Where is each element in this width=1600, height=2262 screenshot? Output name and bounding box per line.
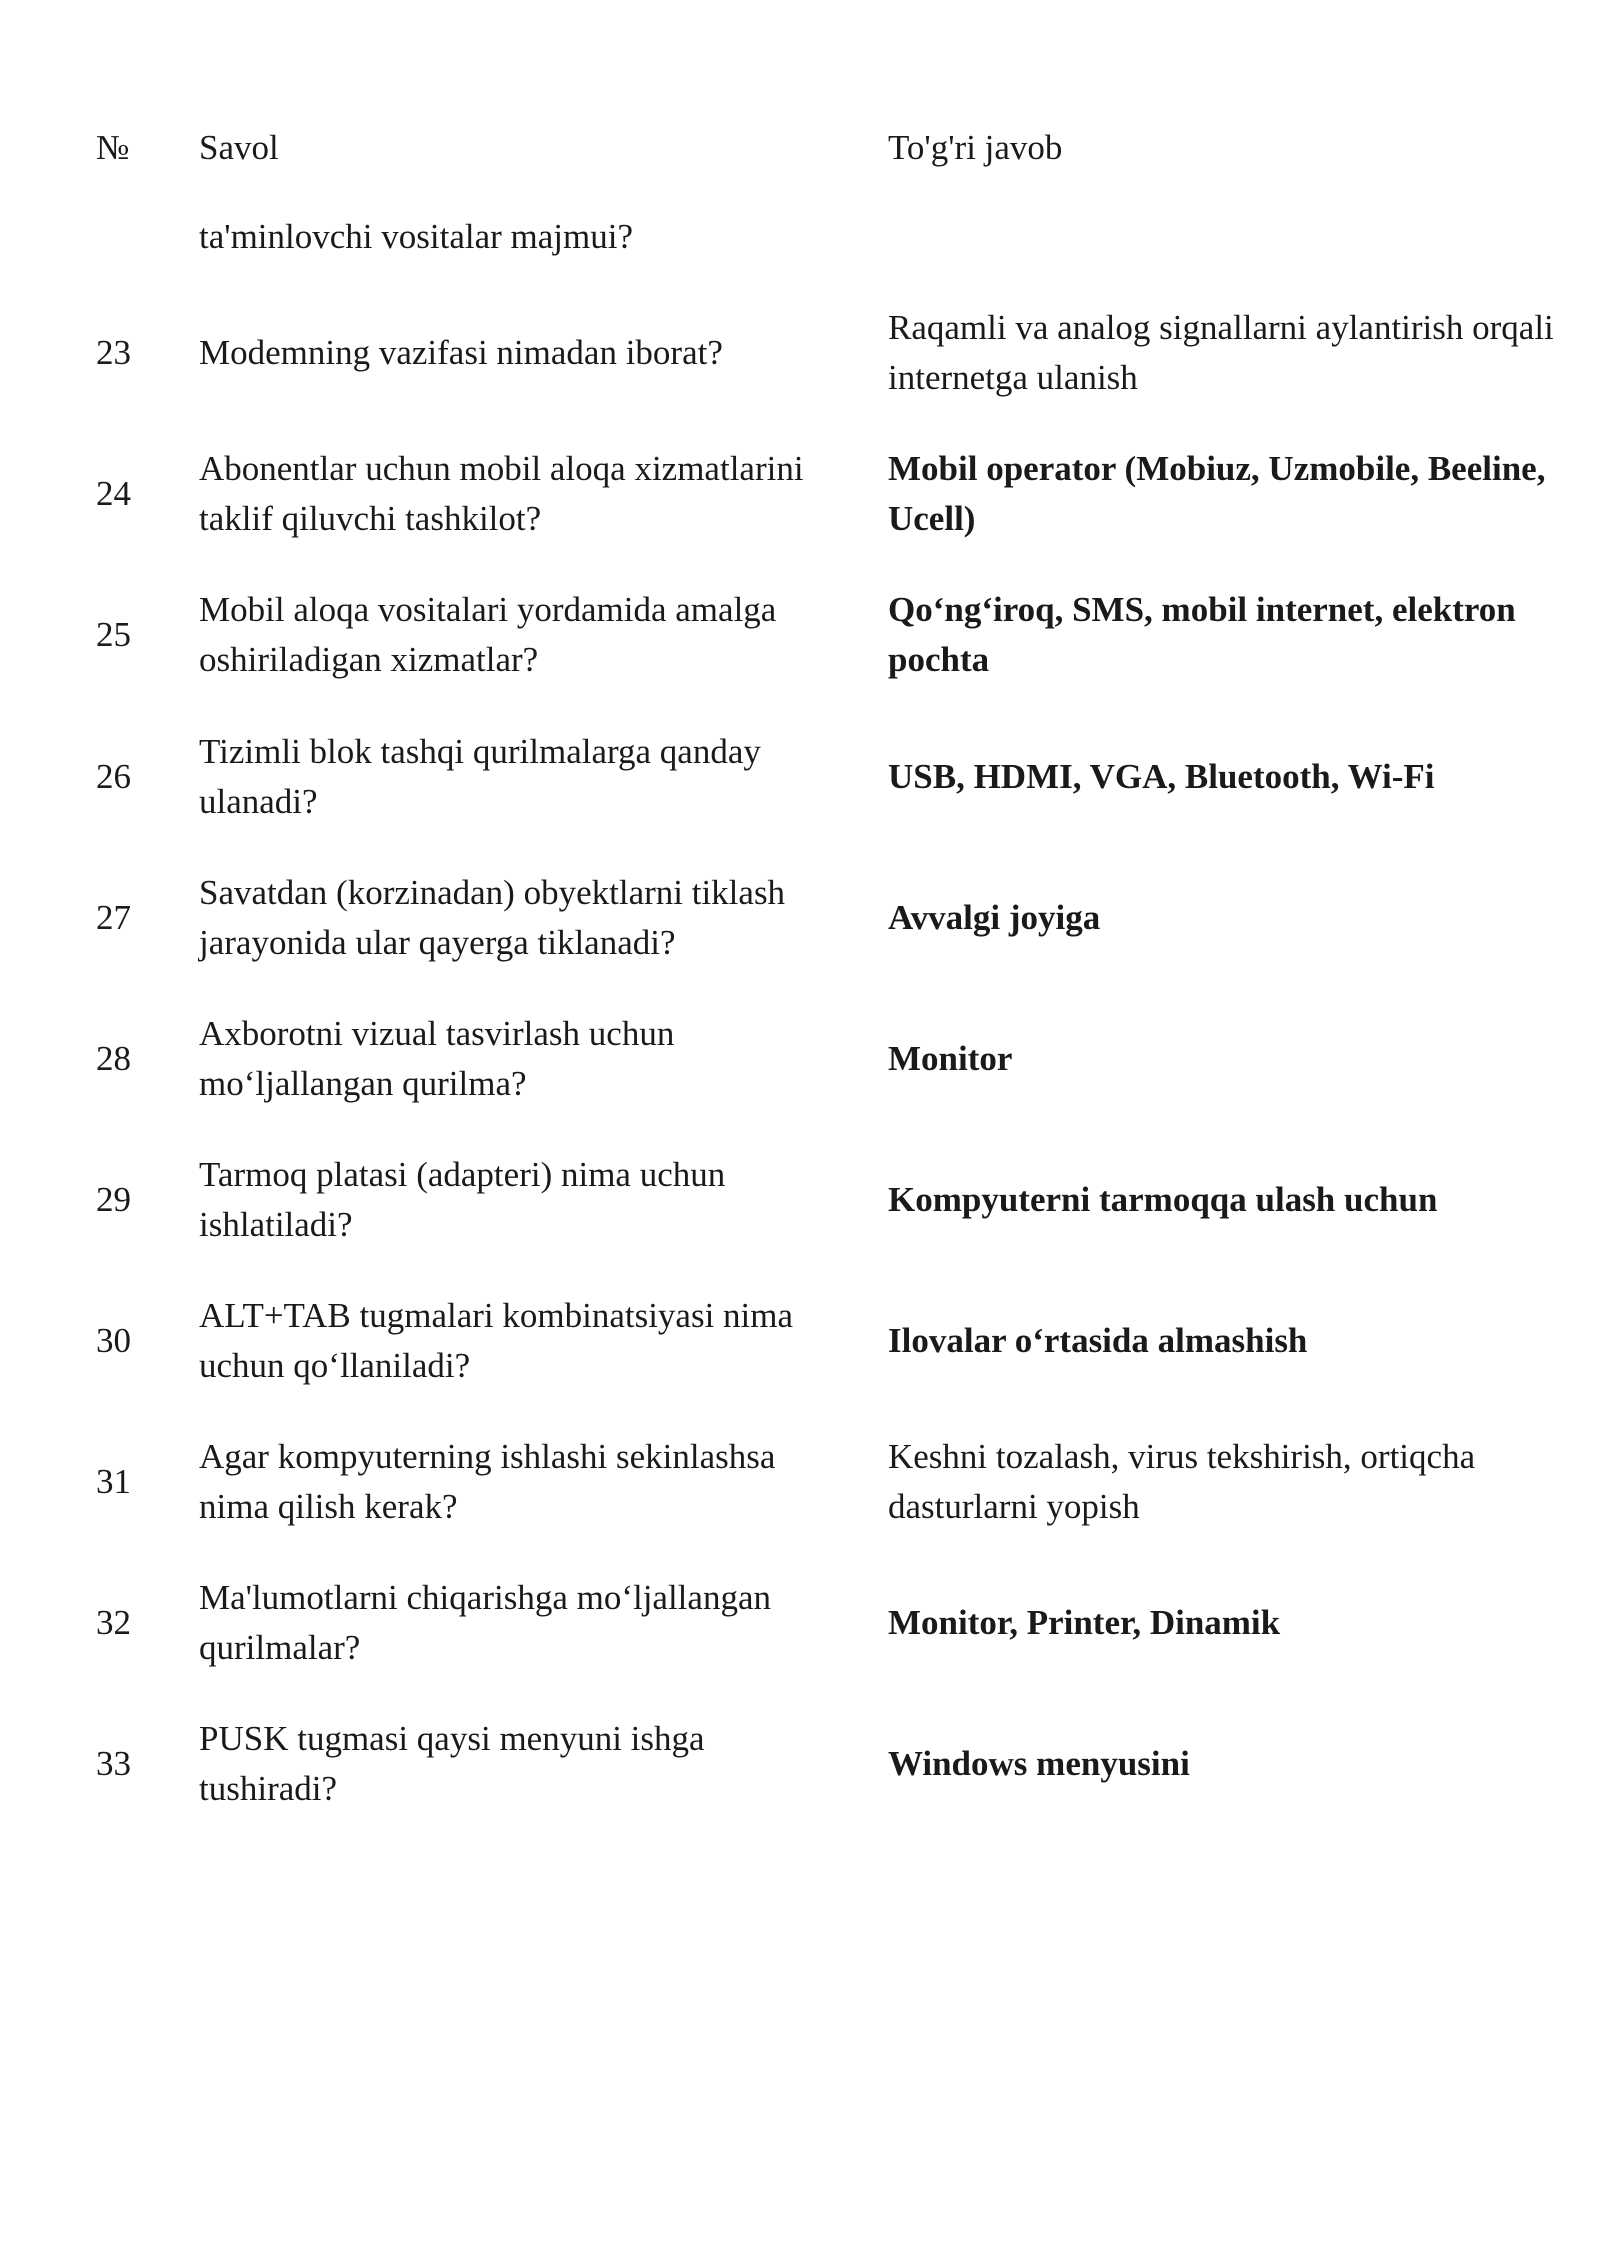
answer-text: Avvalgi joyiga bbox=[888, 898, 1101, 937]
question-cell bbox=[199, 1150, 839, 1250]
number-cell: 29 bbox=[96, 1180, 131, 1219]
question-text: Ma'lumotlarni chiqarishga mo‘ljallangan qurilmalar? bbox=[199, 1578, 771, 1667]
answer-cell bbox=[888, 1714, 1600, 1814]
number-cell: 23 bbox=[96, 333, 131, 372]
header-number: № bbox=[96, 128, 130, 167]
number-cell: 32 bbox=[96, 1603, 131, 1642]
question-cell bbox=[199, 1009, 839, 1109]
number-cell: 30 bbox=[96, 1321, 131, 1360]
answer-text: Mobil operator (Mobiuz, Uzmobile, Beeline, Ucell) bbox=[888, 449, 1546, 538]
answer-text: Keshni tozalash, virus tekshirish, ortiqcha dasturlarni yopish bbox=[888, 1437, 1476, 1526]
answer-cell bbox=[888, 303, 1600, 403]
answer-cell bbox=[888, 585, 1600, 685]
question-text: PUSK tugmasi qaysi menyuni ishga tushiradi? bbox=[199, 1719, 705, 1808]
answer-cell bbox=[888, 1573, 1600, 1673]
table-row bbox=[0, 585, 1600, 685]
number-cell: 25 bbox=[96, 615, 131, 654]
question-text: Axborotni vizual tasvirlash uchun mo‘ljallangan qurilma? bbox=[199, 1014, 675, 1103]
number-cell: 31 bbox=[96, 1462, 131, 1501]
question-text: Abonentlar uchun mobil aloqa xizmatlarini taklif qiluvchi tashkilot? bbox=[199, 449, 804, 538]
question-cell bbox=[199, 303, 839, 403]
question-text: Savatdan (korzinadan) obyektlarni tiklash jarayonida ular qayerga tiklanadi? bbox=[199, 873, 786, 962]
question-text: Agar kompyuterning ishlashi sekinlashsa nima qilish kerak? bbox=[199, 1437, 776, 1526]
table-row bbox=[0, 1714, 1600, 1814]
table-row bbox=[0, 1291, 1600, 1391]
answer-text: Raqamli va analog signallarni aylantirish orqali internetga ulanish bbox=[888, 308, 1554, 397]
question-text: ALT+TAB tugmalari kombinatsiyasi nima uchun qo‘llaniladi? bbox=[199, 1296, 794, 1385]
number-cell: 33 bbox=[96, 1744, 131, 1783]
table-row bbox=[0, 303, 1600, 403]
question-cell bbox=[199, 585, 839, 685]
header-question: Savol bbox=[199, 128, 279, 167]
question-text: Modemning vazifasi nimadan iborat? bbox=[199, 333, 723, 372]
question-cell bbox=[199, 1432, 839, 1532]
table-row bbox=[0, 868, 1600, 968]
question-cell bbox=[199, 444, 839, 544]
question-cell bbox=[199, 1714, 839, 1814]
answer-cell bbox=[888, 1150, 1600, 1250]
answer-cell bbox=[888, 727, 1600, 827]
answer-cell bbox=[888, 868, 1600, 968]
answer-cell bbox=[888, 1291, 1600, 1391]
question-cell bbox=[199, 727, 839, 827]
header-answer: To'g'ri javob bbox=[888, 128, 1063, 167]
number-cell: 28 bbox=[96, 1039, 131, 1078]
question-cell bbox=[199, 868, 839, 968]
answer-cell bbox=[888, 1432, 1600, 1532]
question-cell bbox=[199, 1291, 839, 1391]
answer-text: Kompyuterni tarmoqqa ulash uchun bbox=[888, 1180, 1438, 1219]
question-text: ta'minlovchi vositalar majmui? bbox=[199, 217, 633, 256]
continuation-row bbox=[0, 212, 1600, 262]
question-cell bbox=[199, 212, 839, 262]
number-cell: 27 bbox=[96, 898, 131, 937]
question-text: Mobil aloqa vositalari yordamida amalga oshiriladigan xizmatlar? bbox=[199, 590, 777, 679]
answer-text: Ilovalar o‘rtasida almashish bbox=[888, 1321, 1308, 1360]
table-row bbox=[0, 1150, 1600, 1250]
answer-text: USB, HDMI, VGA, Bluetooth, Wi-Fi bbox=[888, 757, 1435, 796]
answer-text: Windows menyusini bbox=[888, 1744, 1190, 1783]
answer-cell bbox=[888, 444, 1600, 544]
table-row bbox=[0, 444, 1600, 544]
answer-cell bbox=[888, 1009, 1600, 1109]
number-cell: 26 bbox=[96, 757, 131, 796]
table-row bbox=[0, 1009, 1600, 1109]
answer-text: Monitor, Printer, Dinamik bbox=[888, 1603, 1281, 1642]
table-row bbox=[0, 1573, 1600, 1673]
table-row bbox=[0, 1432, 1600, 1532]
question-text: Tarmoq platasi (adapteri) nima uchun ishlatiladi? bbox=[199, 1155, 726, 1244]
number-cell: 24 bbox=[96, 474, 131, 513]
table-header bbox=[0, 120, 1600, 176]
question-cell bbox=[199, 1573, 839, 1673]
answer-text: Monitor bbox=[888, 1039, 1013, 1078]
question-text: Tizimli blok tashqi qurilmalarga qanday ulanadi? bbox=[199, 732, 761, 821]
answer-text: Qo‘ng‘iroq, SMS, mobil internet, elektron pochta bbox=[888, 590, 1516, 679]
table-row bbox=[0, 727, 1600, 827]
